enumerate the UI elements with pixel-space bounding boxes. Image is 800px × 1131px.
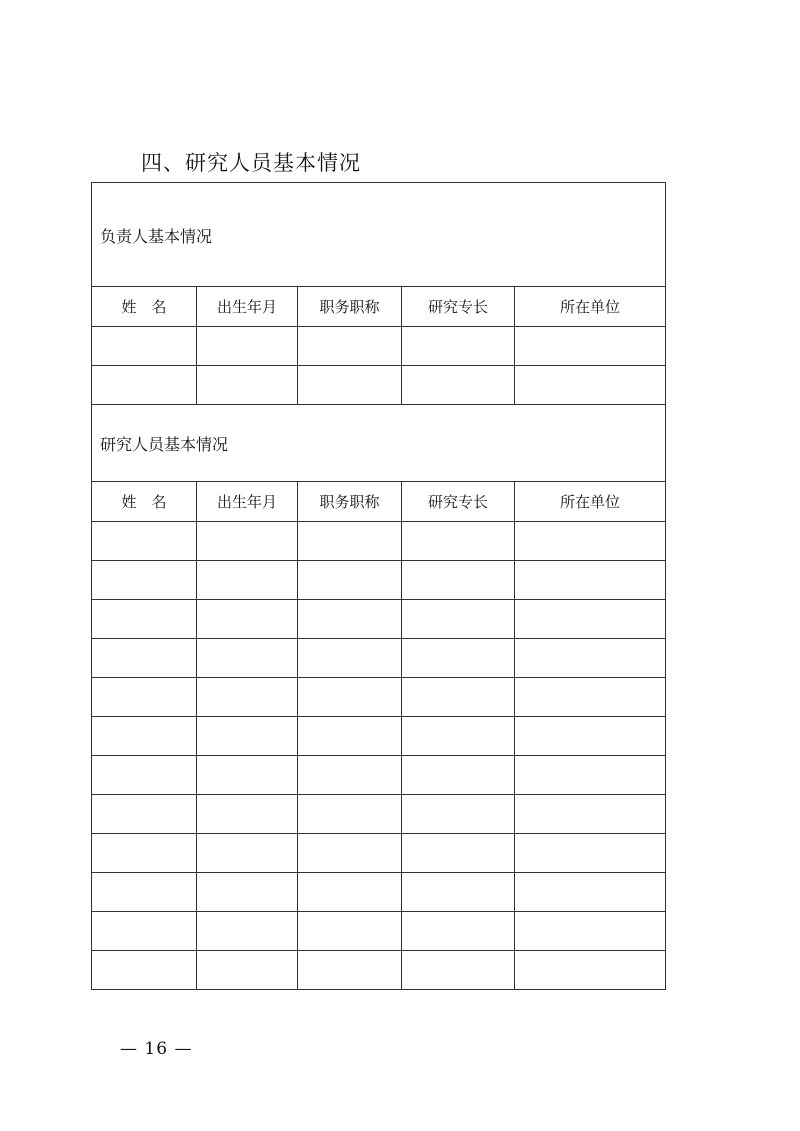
researcher-section-label: 研究人员基本情况 xyxy=(92,405,666,482)
table-cell[interactable] xyxy=(92,717,197,756)
table-cell[interactable] xyxy=(515,366,666,405)
researcher-entry-row xyxy=(92,600,666,639)
table-cell[interactable] xyxy=(92,327,197,366)
header-title-position: 职务职称 xyxy=(298,287,402,327)
table-cell[interactable] xyxy=(515,639,666,678)
table-cell[interactable] xyxy=(402,561,515,600)
researcher-entry-row xyxy=(92,951,666,990)
table-cell[interactable] xyxy=(92,912,197,951)
table-cell[interactable] xyxy=(515,522,666,561)
researcher-entry-row xyxy=(92,678,666,717)
table-cell[interactable] xyxy=(197,522,298,561)
table-cell[interactable] xyxy=(402,600,515,639)
researcher-header-row xyxy=(92,482,666,522)
table-cell[interactable] xyxy=(515,795,666,834)
table-cell[interactable] xyxy=(298,561,402,600)
researcher-entry-row xyxy=(92,834,666,873)
table-cell[interactable] xyxy=(197,756,298,795)
leader-header-row xyxy=(92,287,666,327)
table-cell[interactable] xyxy=(92,873,197,912)
table-cell[interactable] xyxy=(515,678,666,717)
table-cell[interactable] xyxy=(298,834,402,873)
leader-section-label: 负责人基本情况 xyxy=(92,183,666,287)
table-cell[interactable] xyxy=(402,756,515,795)
table-cell[interactable] xyxy=(197,717,298,756)
table-cell[interactable] xyxy=(298,522,402,561)
table-cell[interactable] xyxy=(402,717,515,756)
table-cell[interactable] xyxy=(515,912,666,951)
table-cell[interactable] xyxy=(197,327,298,366)
table-cell[interactable] xyxy=(197,795,298,834)
header-research-specialty: 研究专长 xyxy=(402,287,515,327)
header-birth-date: 出生年月 xyxy=(197,482,298,522)
researcher-entry-row xyxy=(92,756,666,795)
table-cell[interactable] xyxy=(298,951,402,990)
section-title: 四、研究人员基本情况 xyxy=(141,151,361,175)
table-cell[interactable] xyxy=(92,951,197,990)
table-cell[interactable] xyxy=(92,366,197,405)
table-cell[interactable] xyxy=(515,873,666,912)
leader-entry-row xyxy=(92,327,666,366)
header-title-position: 职务职称 xyxy=(298,482,402,522)
table-cell[interactable] xyxy=(197,834,298,873)
researcher-entry-row xyxy=(92,717,666,756)
table-cell[interactable] xyxy=(197,600,298,639)
table-cell[interactable] xyxy=(298,912,402,951)
leader-entry-row xyxy=(92,366,666,405)
table-cell[interactable] xyxy=(298,678,402,717)
table-cell[interactable] xyxy=(197,366,298,405)
header-name: 姓 名 xyxy=(92,482,197,522)
table-cell[interactable] xyxy=(402,834,515,873)
table-cell[interactable] xyxy=(92,522,197,561)
table-cell[interactable] xyxy=(298,873,402,912)
header-work-unit: 所在单位 xyxy=(515,287,666,327)
table-cell[interactable] xyxy=(92,678,197,717)
table-cell[interactable] xyxy=(402,522,515,561)
researcher-entry-row xyxy=(92,522,666,561)
table-cell[interactable] xyxy=(402,873,515,912)
table-cell[interactable] xyxy=(197,951,298,990)
table-cell[interactable] xyxy=(298,366,402,405)
table-cell[interactable] xyxy=(92,561,197,600)
table-cell[interactable] xyxy=(402,327,515,366)
table-cell[interactable] xyxy=(298,717,402,756)
table-cell[interactable] xyxy=(92,756,197,795)
header-name: 姓 名 xyxy=(92,287,197,327)
table-cell[interactable] xyxy=(402,678,515,717)
table-cell[interactable] xyxy=(197,912,298,951)
table-cell[interactable] xyxy=(402,366,515,405)
table-cell[interactable] xyxy=(402,951,515,990)
table-cell[interactable] xyxy=(515,834,666,873)
header-research-specialty: 研究专长 xyxy=(402,482,515,522)
table-cell[interactable] xyxy=(197,639,298,678)
table-cell[interactable] xyxy=(298,756,402,795)
table-cell[interactable] xyxy=(92,600,197,639)
table-cell[interactable] xyxy=(402,912,515,951)
table-cell[interactable] xyxy=(515,327,666,366)
researcher-entry-row xyxy=(92,912,666,951)
table-cell[interactable] xyxy=(515,561,666,600)
researcher-entry-row xyxy=(92,561,666,600)
table-cell[interactable] xyxy=(298,795,402,834)
table-cell[interactable] xyxy=(197,561,298,600)
table-cell[interactable] xyxy=(92,834,197,873)
table-cell[interactable] xyxy=(402,795,515,834)
table-cell[interactable] xyxy=(515,600,666,639)
leader-section-row xyxy=(92,183,666,287)
table-cell[interactable] xyxy=(298,639,402,678)
researcher-entry-row xyxy=(92,795,666,834)
table-cell[interactable] xyxy=(515,951,666,990)
table-cell[interactable] xyxy=(92,795,197,834)
table-cell[interactable] xyxy=(402,639,515,678)
table-cell[interactable] xyxy=(197,678,298,717)
header-birth-date: 出生年月 xyxy=(197,287,298,327)
researcher-info-table xyxy=(91,182,666,990)
table-cell[interactable] xyxy=(298,600,402,639)
table-cell[interactable] xyxy=(515,717,666,756)
researcher-entry-row xyxy=(92,873,666,912)
table-cell[interactable] xyxy=(298,327,402,366)
page-number: — 16 — xyxy=(120,1039,193,1059)
table-cell[interactable] xyxy=(515,756,666,795)
researcher-entry-row xyxy=(92,639,666,678)
researcher-section-row xyxy=(92,405,666,482)
header-work-unit: 所在单位 xyxy=(515,482,666,522)
table-cell[interactable] xyxy=(197,873,298,912)
table-cell[interactable] xyxy=(92,639,197,678)
